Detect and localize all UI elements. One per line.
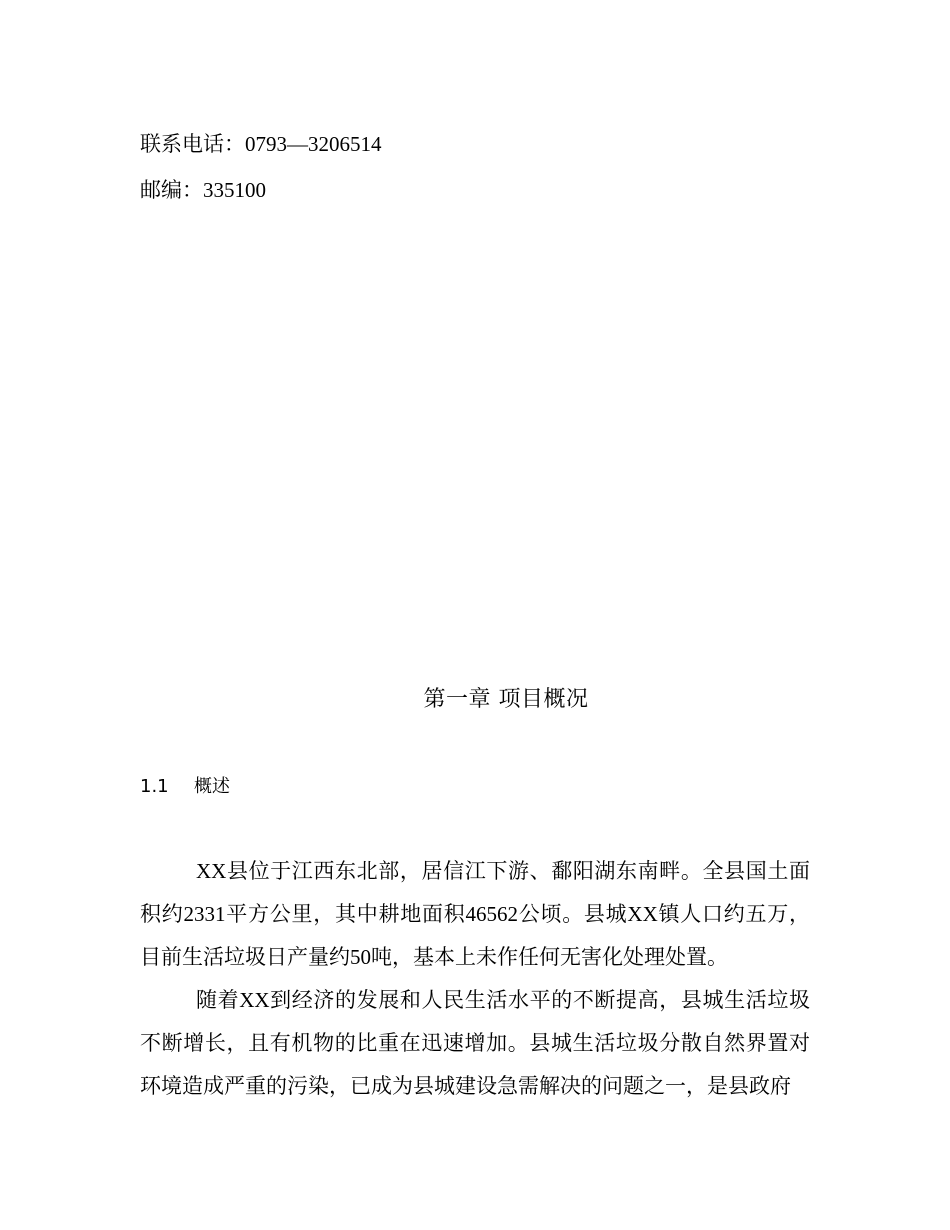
chapter-title: 第一章 项目概况 xyxy=(423,687,589,712)
postcode-line: 邮编：335100 xyxy=(140,178,266,202)
section-number: 1.1 xyxy=(140,776,169,797)
contact-phone-line: 联系电话：0793—3206514 xyxy=(140,132,382,156)
section-heading xyxy=(140,772,230,798)
body-paragraph-2: 随着XX到经济的发展和人民生活水平的不断提高，县城生活垃圾不断增长，且有机物的比重在迅速增加。县城生活垃圾分散自然界置对环境造成严重的污染，已成为县城建设急需解决的问题之一，是县政府 xyxy=(140,988,810,1098)
section-title: 概述 xyxy=(194,776,230,797)
body-paragraph-1: XX县位于江西东北部，居信江下游、鄱阳湖东南畔。全县国土面积约2331平方公里，其中耕地面积46562公顷。县城XX镇人口约五万，目前生活垃圾日产量约50吨，基本上未作任何无害化处理处置。 xyxy=(140,859,810,969)
